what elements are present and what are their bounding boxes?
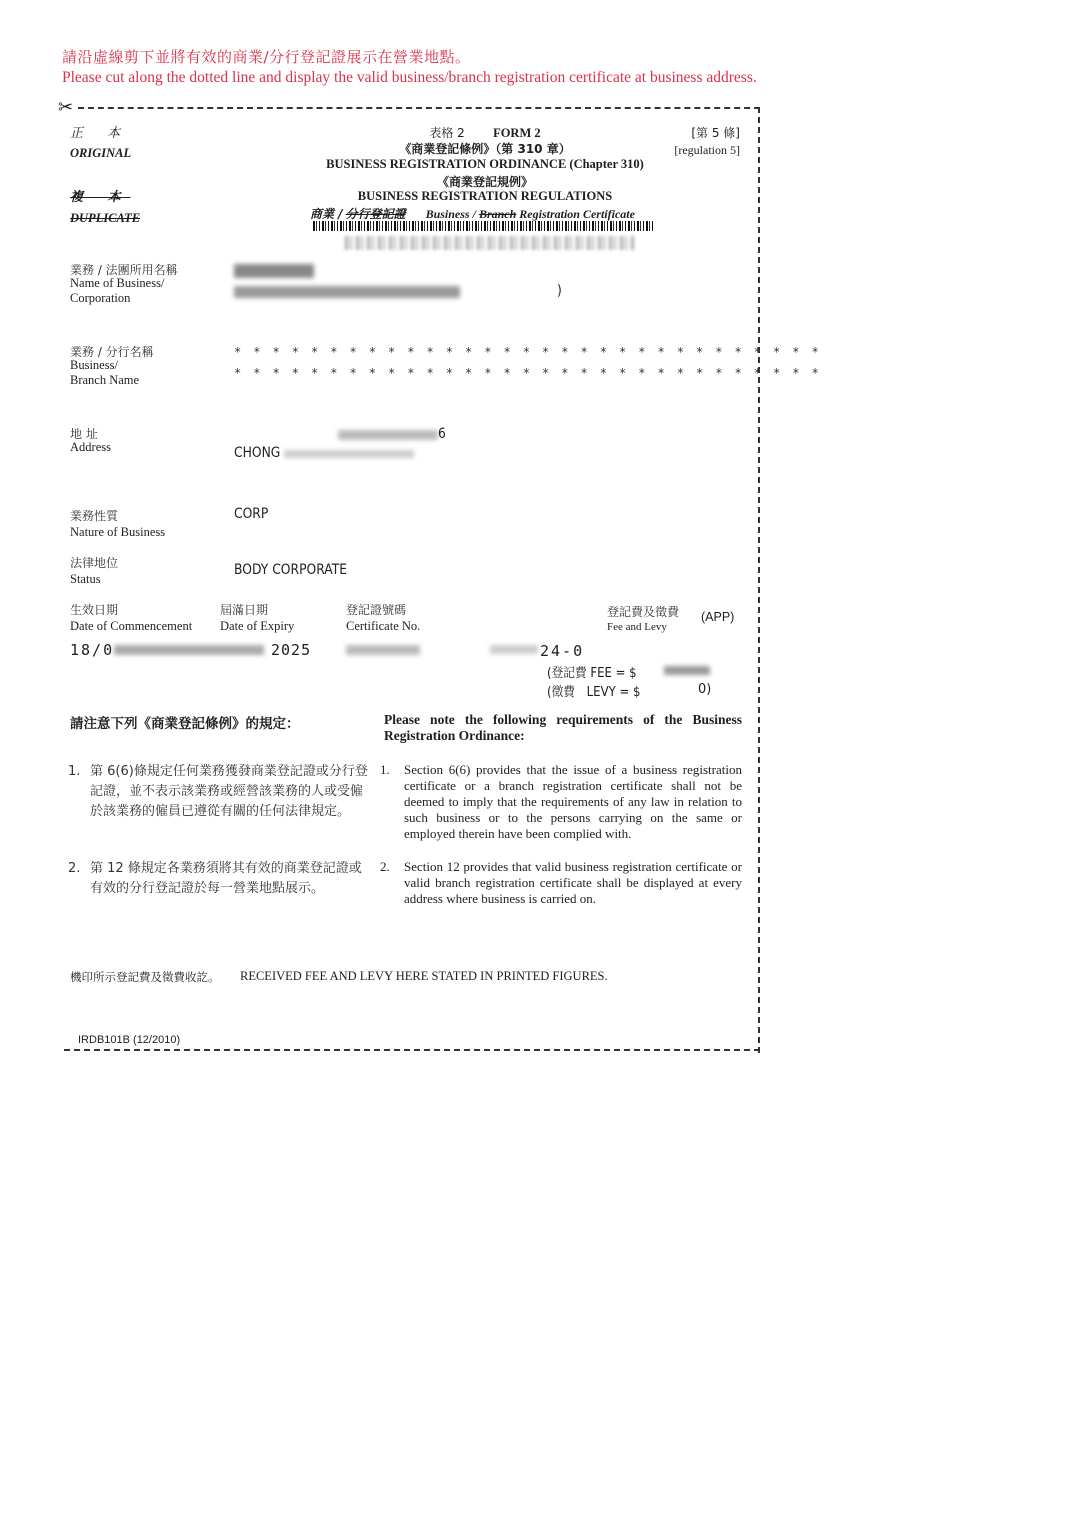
note-2-en (380, 859, 742, 907)
regulation-ref-en: [regulation 5] (674, 143, 740, 157)
cut-line-bottom (64, 1049, 760, 1051)
cert-title-en-branch: Branch (478, 207, 517, 221)
nature-label-en: Nature of Business (70, 525, 166, 539)
address-label-zh: 地 址 (70, 427, 98, 441)
regulations-en: BUSINESS REGISTRATION REGULATIONS (357, 189, 613, 203)
form-number-zh: 表格 2 (429, 126, 465, 140)
commencement-value: 18/0 (70, 641, 115, 659)
nature-value: CORP (234, 506, 269, 522)
branch-label-en-1: Business/ (70, 358, 118, 372)
note-1-text-zh: 第 6(6)條規定任何業務獲發商業登記證或分行登記證，並不表示該業務或經營該業務的人或受僱於該業務的僱員已遵從有關的任何法律規定。 (90, 764, 368, 819)
levy-value: 0) (698, 682, 712, 697)
commencement-label-zh: 生效日期 (70, 603, 119, 617)
branch-stars-2: * * * * * * * * * * * * * * * * * * * * * * * * * * * * * * * (234, 366, 822, 380)
name-value-redacted-1 (234, 264, 314, 278)
received-zh: 機印所示登記費及徵費收訖。 (70, 970, 220, 984)
note-2-text-en: Section 12 provides that valid business registration certificate or valid branch registration certificate shall be displayed at every address where business is carried on. (404, 859, 742, 906)
cut-line-top (78, 107, 760, 109)
regulation-ref-zh: [第 5 條] (691, 126, 740, 140)
name-value-close: ) (557, 283, 562, 299)
levy-line: (徵費 LEVY = $ (547, 685, 641, 700)
duplicate-label-en: DUPLICATE (70, 211, 141, 225)
cut-instruction-en: Please cut along the dotted line and display the valid business/branch registration certificate at business address. (62, 69, 757, 86)
note-1-number-en: 1. (380, 762, 390, 777)
fee-line: (登記費 FEE = $ (547, 666, 637, 681)
commencement-label-en: Date of Commencement (70, 619, 193, 633)
address-line2-redacted (284, 450, 414, 458)
notes-heading-en: Please note the following requirements of the Business Registration Ordinance: (384, 712, 742, 743)
expiry-label-en: Date of Expiry (220, 619, 295, 633)
branch-stars-1: * * * * * * * * * * * * * * * * * * * * * * * * * * * * * * * (234, 345, 822, 359)
nature-label-zh: 業務性質 (70, 509, 119, 523)
note-2-zh (68, 859, 368, 899)
status-value: BODY CORPORATE (234, 562, 348, 578)
ordinance-zh: 《商業登記條例》（第 310 章） (399, 142, 571, 156)
certno-value: 24-0 (540, 642, 585, 660)
duplicate-label-zh: 複 本 (70, 190, 131, 205)
regulations-zh: 《商業登記規例》 (436, 175, 533, 189)
name-label-zh: 業務 / 法團所用名稱 (70, 263, 178, 277)
cert-title-zh-business: 商業 / (310, 207, 343, 221)
received-en: RECEIVED FEE AND LEVY HERE STATED IN PRINTED FIGURES. (240, 969, 608, 983)
address-line2-head: CHONG (234, 445, 281, 461)
form-number-en: FORM 2 (493, 126, 541, 140)
fee-label-en: Fee and Levy (607, 621, 667, 633)
dates-redacted (114, 645, 264, 655)
note-2-text-zh: 第 12 條規定各業務須將其有效的商業登記證或有效的分行登記證於每一營業地點展示。 (90, 861, 362, 896)
form-number (300, 124, 670, 141)
app-indicator: (APP) (701, 610, 735, 624)
ordinance-en: BUSINESS REGISTRATION ORDINANCE (Chapter 310) (326, 157, 644, 171)
note-1-zh (68, 762, 368, 822)
note-2-number-en: 2. (380, 859, 390, 874)
note-1-en (380, 762, 742, 842)
cert-title-en-tail: Registration Certificate (519, 207, 635, 221)
name-label-en-1: Name of Business/ (70, 276, 165, 290)
note-1-number-zh: 1. (68, 764, 81, 779)
cert-title-en-business: Business / (425, 207, 476, 221)
scissors-icon: ✂ (58, 97, 74, 117)
name-label-en-2: Corporation (70, 291, 131, 305)
cut-line-right (758, 107, 760, 1053)
original-label-zh: 正 本 (70, 126, 131, 141)
address-line1-tail: 6 (438, 426, 446, 442)
certno-redacted-1 (346, 645, 420, 655)
expiry-label-zh: 屆滿日期 (220, 603, 269, 617)
barcode-redacted (345, 236, 635, 250)
status-label-zh: 法律地位 (70, 556, 119, 570)
fee-amount-redacted (664, 666, 710, 675)
note-2-number-zh: 2. (68, 861, 81, 876)
original-label-en: ORIGINAL (70, 146, 132, 160)
cert-title-zh-branch: 分行登記證 (345, 207, 406, 221)
cut-instruction-zh: 請沿虛線剪下並將有效的商業/分行登記證展示在營業地點。 (62, 48, 471, 66)
address-label-en: Address (70, 440, 111, 454)
expiry-value: 2025 (271, 641, 312, 659)
branch-label-zh: 業務 / 分行名稱 (70, 345, 154, 359)
certno-label-zh: 登記證號碼 (346, 603, 407, 617)
fee-label-zh: 登記費及徵費 (607, 605, 680, 619)
address-line1-redacted (338, 430, 438, 440)
certificate-title (310, 205, 635, 222)
notes-heading-zh: 請注意下列《商業登記條例》的規定： (70, 716, 300, 732)
certno-label-en: Certificate No. (346, 619, 421, 633)
name-value-redacted-2 (234, 286, 460, 298)
form-code: IRDB101B (12/2010) (78, 1034, 181, 1046)
barcode (313, 221, 655, 231)
note-1-text-en: Section 6(6) provides that the issue of a business registration certificate or a branch registration certificate shall not be deemed to imply that the requirements of any law in relation to such business or to the persons carrying on the same or employed therein have been complied with. (404, 762, 742, 841)
status-label-en: Status (70, 572, 101, 586)
certno-redacted-2 (490, 645, 538, 654)
branch-label-en-2: Branch Name (70, 373, 140, 387)
